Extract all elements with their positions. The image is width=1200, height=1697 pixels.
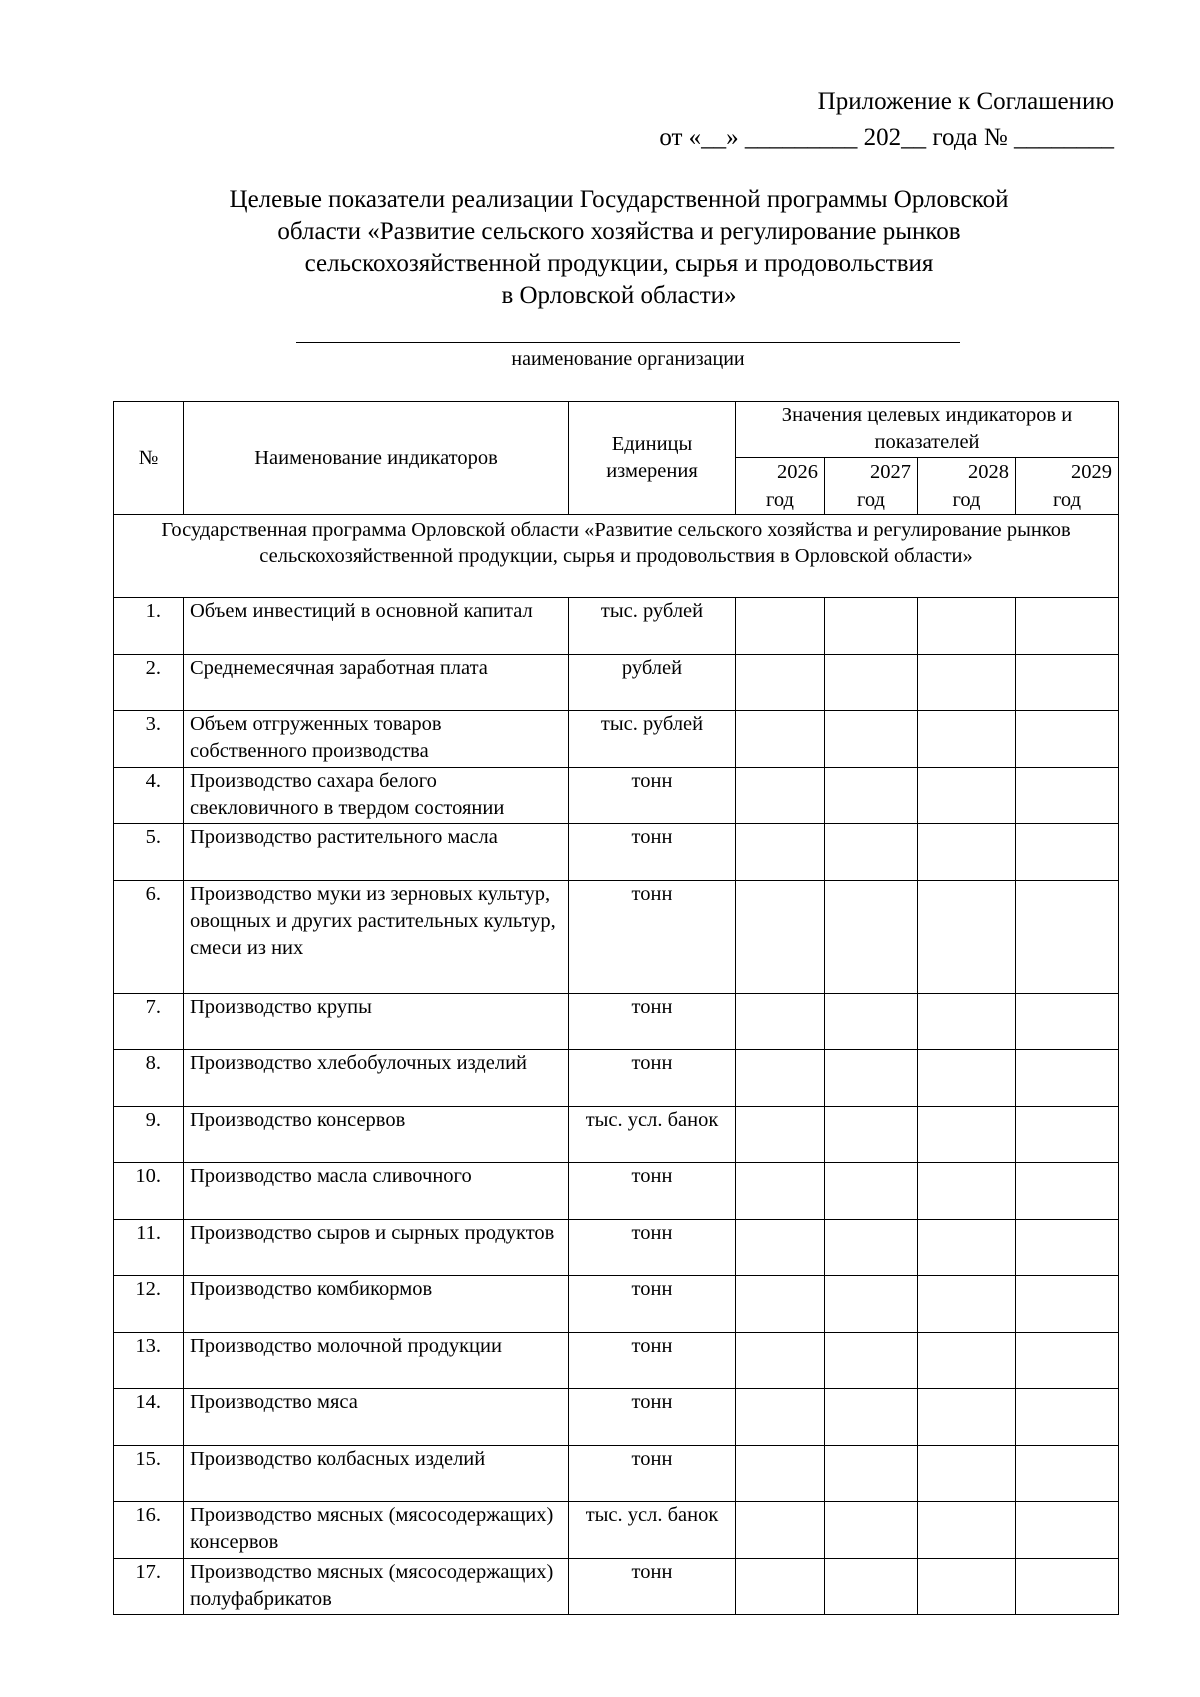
value-cell-2028 — [918, 993, 1016, 1050]
table-row — [114, 993, 1119, 1050]
row-number: 8. — [114, 1050, 184, 1107]
row-number: 2. — [114, 654, 184, 711]
row-number: 11. — [114, 1219, 184, 1276]
row-number: 16. — [114, 1502, 184, 1559]
value-cell-2028 — [918, 1332, 1016, 1389]
value-cell-2027 — [825, 1445, 918, 1502]
row-number: 9. — [114, 1106, 184, 1163]
value-cell-2026 — [736, 824, 825, 881]
organization-caption: наименование организации — [511, 348, 745, 370]
value-cell-2029 — [1016, 824, 1119, 881]
indicator-name: Производство колбасных изделий — [184, 1445, 569, 1502]
indicator-name: Производство хлебобулочных изделий — [184, 1050, 569, 1107]
header-row-1 — [114, 402, 1119, 458]
value-cell-2026 — [736, 1389, 825, 1446]
header-values: Значения целевых индикаторов и показателей — [736, 402, 1119, 458]
header-number: № — [114, 402, 184, 515]
value-cell-2029 — [1016, 1106, 1119, 1163]
appendix-header — [414, 84, 1114, 156]
value-cell-2029 — [1016, 598, 1119, 655]
value-cell-2029 — [1016, 1163, 1119, 1220]
appendix-date-number: от «__» _________ 202__ года № ________ — [659, 124, 1114, 151]
table-row — [114, 1332, 1119, 1389]
value-cell-2028 — [918, 1106, 1016, 1163]
value-cell-2027 — [825, 767, 918, 824]
value-cell-2028 — [918, 767, 1016, 824]
value-cell-2026 — [736, 767, 825, 824]
table-row — [114, 767, 1119, 824]
indicator-name: Производство консервов — [184, 1106, 569, 1163]
value-cell-2028 — [918, 1558, 1016, 1615]
value-cell-2028 — [918, 1050, 1016, 1107]
value-cell-2027 — [825, 1106, 918, 1163]
value-cell-2026 — [736, 1163, 825, 1220]
indicator-unit: тонн — [569, 1276, 736, 1333]
value-cell-2028 — [918, 711, 1016, 768]
indicator-unit: тонн — [569, 1445, 736, 1502]
indicator-unit: тонн — [569, 993, 736, 1050]
header-year-2029: 2029 год — [1016, 458, 1119, 515]
table-row — [114, 1106, 1119, 1163]
row-number: 17. — [114, 1558, 184, 1615]
value-cell-2029 — [1016, 711, 1119, 768]
indicator-name: Производство молочной продукции — [184, 1332, 569, 1389]
indicator-name: Производство сахара белого свекловичного в твердом состоянии — [184, 767, 569, 824]
row-number: 15. — [114, 1445, 184, 1502]
indicator-name: Производство комбикормов — [184, 1276, 569, 1333]
value-cell-2029 — [1016, 654, 1119, 711]
table-row — [114, 880, 1119, 993]
row-number: 14. — [114, 1389, 184, 1446]
value-cell-2026 — [736, 711, 825, 768]
value-cell-2029 — [1016, 767, 1119, 824]
table-row — [114, 1163, 1119, 1220]
table-row — [114, 654, 1119, 711]
indicator-unit: тонн — [569, 1219, 736, 1276]
value-cell-2028 — [918, 824, 1016, 881]
indicator-unit: тыс. усл. банок — [569, 1502, 736, 1559]
value-cell-2029 — [1016, 993, 1119, 1050]
table-row — [114, 1445, 1119, 1502]
indicator-unit: тонн — [569, 1558, 736, 1615]
table-row — [114, 1050, 1119, 1107]
value-cell-2027 — [825, 1050, 918, 1107]
value-cell-2026 — [736, 1106, 825, 1163]
value-cell-2027 — [825, 824, 918, 881]
value-cell-2026 — [736, 880, 825, 993]
indicator-name: Производство масла сливочного — [184, 1163, 569, 1220]
indicator-name: Объем инвестиций в основной капитал — [184, 598, 569, 655]
indicator-name: Производство мясных (мясосодержащих) полуфабрикатов — [184, 1558, 569, 1615]
header-year-2028: 2028 год — [918, 458, 1016, 515]
value-cell-2028 — [918, 1502, 1016, 1559]
indicator-name: Производство растительного масла — [184, 824, 569, 881]
indicator-unit: тонн — [569, 1332, 736, 1389]
title-line-2: области «Развитие сельского хозяйства и регулирование рынков — [277, 218, 961, 245]
indicator-unit: тонн — [569, 880, 736, 993]
indicator-name: Объем отгруженных товаров собственного производства — [184, 711, 569, 768]
value-cell-2027 — [825, 598, 918, 655]
title-line-3: сельскохозяйственной продукции, сырья и продовольствия — [304, 250, 934, 277]
indicator-name: Производство сыров и сырных продуктов — [184, 1219, 569, 1276]
value-cell-2027 — [825, 1276, 918, 1333]
indicator-name: Производство мясных (мясосодержащих) консервов — [184, 1502, 569, 1559]
indicators-table — [113, 401, 1119, 1615]
value-cell-2026 — [736, 1276, 825, 1333]
indicator-name: Производство крупы — [184, 993, 569, 1050]
header-name: Наименование индикаторов — [184, 402, 569, 515]
indicator-unit: тыс. усл. банок — [569, 1106, 736, 1163]
header-unit: Единицы измерения — [569, 402, 736, 515]
row-number: 1. — [114, 598, 184, 655]
value-cell-2028 — [918, 880, 1016, 993]
table-row — [114, 1276, 1119, 1333]
value-cell-2026 — [736, 993, 825, 1050]
row-number: 13. — [114, 1332, 184, 1389]
indicator-unit: тыс. рублей — [569, 711, 736, 768]
value-cell-2028 — [918, 1219, 1016, 1276]
value-cell-2027 — [825, 1332, 918, 1389]
value-cell-2029 — [1016, 1558, 1119, 1615]
row-number: 6. — [114, 880, 184, 993]
value-cell-2026 — [736, 1445, 825, 1502]
document-title — [114, 184, 1124, 312]
value-cell-2026 — [736, 598, 825, 655]
table-row — [114, 1558, 1119, 1615]
appendix-title: Приложение к Соглашению — [817, 88, 1114, 115]
row-number: 3. — [114, 711, 184, 768]
indicator-name: Среднемесячная заработная плата — [184, 654, 569, 711]
value-cell-2027 — [825, 711, 918, 768]
row-number: 5. — [114, 824, 184, 881]
value-cell-2026 — [736, 654, 825, 711]
indicator-unit: тонн — [569, 1163, 736, 1220]
value-cell-2028 — [918, 1389, 1016, 1446]
value-cell-2029 — [1016, 1219, 1119, 1276]
indicator-unit: тонн — [569, 767, 736, 824]
value-cell-2028 — [918, 1276, 1016, 1333]
table-row — [114, 1502, 1119, 1559]
value-cell-2027 — [825, 1219, 918, 1276]
program-row — [114, 515, 1119, 598]
indicator-unit: тонн — [569, 1050, 736, 1107]
row-number: 4. — [114, 767, 184, 824]
value-cell-2027 — [825, 1558, 918, 1615]
value-cell-2027 — [825, 1502, 918, 1559]
indicator-unit: рублей — [569, 654, 736, 711]
value-cell-2029 — [1016, 1445, 1119, 1502]
table-row — [114, 1219, 1119, 1276]
value-cell-2027 — [825, 1163, 918, 1220]
value-cell-2029 — [1016, 880, 1119, 993]
value-cell-2026 — [736, 1332, 825, 1389]
header-year-2027: 2027 год — [825, 458, 918, 515]
value-cell-2027 — [825, 993, 918, 1050]
row-number: 10. — [114, 1163, 184, 1220]
value-cell-2029 — [1016, 1050, 1119, 1107]
organization-name-line — [296, 342, 960, 343]
indicator-name: Производство мяса — [184, 1389, 569, 1446]
value-cell-2028 — [918, 598, 1016, 655]
value-cell-2027 — [825, 1389, 918, 1446]
indicator-unit: тыс. рублей — [569, 598, 736, 655]
indicator-name: Производство муки из зерновых культур, овощных и других растительных культур, смеси из них — [184, 880, 569, 993]
value-cell-2029 — [1016, 1276, 1119, 1333]
value-cell-2026 — [736, 1502, 825, 1559]
row-number: 7. — [114, 993, 184, 1050]
row-number: 12. — [114, 1276, 184, 1333]
value-cell-2028 — [918, 1445, 1016, 1502]
value-cell-2027 — [825, 880, 918, 993]
title-line-1: Целевые показатели реализации Государственной программы Орловской — [229, 186, 1009, 213]
value-cell-2027 — [825, 654, 918, 711]
title-line-4: в Орловской области» — [501, 282, 737, 309]
value-cell-2026 — [736, 1558, 825, 1615]
value-cell-2029 — [1016, 1502, 1119, 1559]
value-cell-2026 — [736, 1050, 825, 1107]
table-row — [114, 711, 1119, 768]
value-cell-2029 — [1016, 1332, 1119, 1389]
indicator-unit: тонн — [569, 1389, 736, 1446]
header-year-2026: 2026 год — [736, 458, 825, 515]
value-cell-2029 — [1016, 1389, 1119, 1446]
table-row — [114, 1389, 1119, 1446]
value-cell-2026 — [736, 1219, 825, 1276]
program-title: Государственная программа Орловской области «Развитие сельского хозяйства и регулирование рынков сельскохозяйственной продукции, сырья и продовольствия в Орловской области» — [114, 515, 1119, 598]
table-row — [114, 824, 1119, 881]
value-cell-2028 — [918, 1163, 1016, 1220]
table-row — [114, 598, 1119, 655]
value-cell-2028 — [918, 654, 1016, 711]
indicator-unit: тонн — [569, 824, 736, 881]
